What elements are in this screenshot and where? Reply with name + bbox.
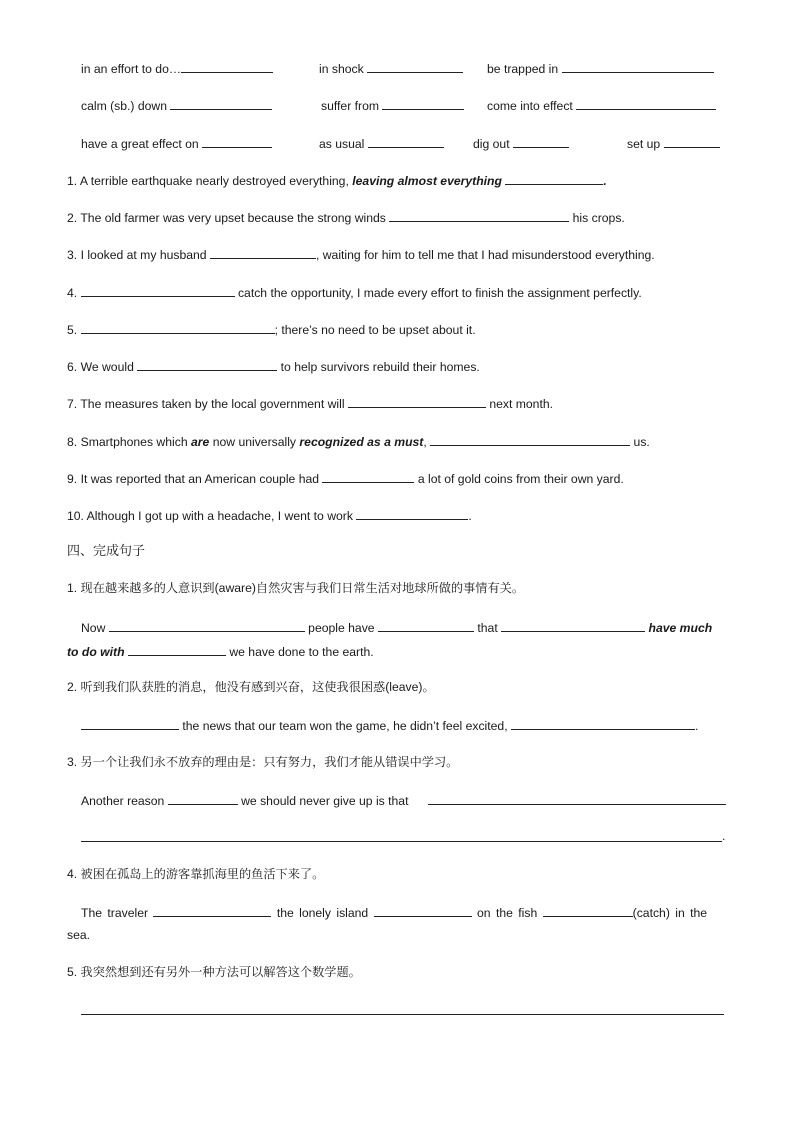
phrase-item xyxy=(627,134,720,152)
answer-blank[interactable] xyxy=(137,357,277,371)
sentence-text: , waiting for him to tell me that I had misunderstood everything. xyxy=(315,248,655,262)
item-number: 3. xyxy=(67,248,78,262)
sentence-4 xyxy=(67,283,642,301)
answer-text: the news that our team won the game, he didn’t feel excited, xyxy=(182,719,508,733)
answer-blank[interactable] xyxy=(428,804,726,805)
sentence-text: us. xyxy=(633,435,650,449)
answer-blank[interactable] xyxy=(367,59,463,73)
sentence-text: I looked at my husband xyxy=(80,248,207,262)
answer-blank[interactable] xyxy=(81,320,275,334)
answer-text: we should never give up is that xyxy=(241,794,409,808)
question-prompt: 5. 我突然想到还有另外一种方法可以解答这个数学题。 xyxy=(67,965,361,979)
answer-text: . xyxy=(694,719,699,733)
sentence-text: , xyxy=(423,435,427,449)
emphasis-text: have much xyxy=(648,621,713,635)
phrase-label: set up xyxy=(627,137,661,151)
phrase-label: have a great effect on xyxy=(81,137,199,151)
phrase-item xyxy=(473,134,569,152)
answer-blank[interactable] xyxy=(181,59,273,73)
phrase-label: in an effort to do… xyxy=(81,62,182,76)
item-number: 7. xyxy=(67,397,78,411)
phrase-item xyxy=(487,59,714,77)
answer-text: Now xyxy=(81,621,106,635)
answer-blank[interactable] xyxy=(168,791,238,805)
answer-blank[interactable] xyxy=(430,432,630,446)
phrase-item xyxy=(81,134,272,152)
section-title: 四、完成句子 xyxy=(67,543,146,558)
item-number: 10. xyxy=(67,509,84,523)
answer-blank[interactable] xyxy=(501,618,645,632)
answer-text: the lonely island xyxy=(276,906,369,920)
answer-blank[interactable] xyxy=(664,134,720,148)
sentence-text: catch the opportunity, I made every effort to finish the assignment perfectly. xyxy=(237,286,642,300)
phrase-item xyxy=(319,59,463,77)
sentence-text: a lot of gold coins from their own yard. xyxy=(417,472,624,486)
answer-text: we have done to the earth. xyxy=(229,645,374,659)
sentence-text: his crops. xyxy=(572,211,625,225)
answer-blank[interactable] xyxy=(513,134,569,148)
sentence-7 xyxy=(67,394,553,412)
answer-text: (catch) in the xyxy=(632,906,708,920)
phrase-item xyxy=(81,59,273,77)
answer-blank[interactable] xyxy=(543,903,633,917)
sentence-text: We would xyxy=(80,360,134,374)
phrase-label: come into effect xyxy=(487,99,573,113)
sentence-5 xyxy=(67,320,476,338)
question-prompt: 4. 被困在孤岛上的游客靠抓海里的鱼活下来了。 xyxy=(67,867,325,881)
sentence-end: . xyxy=(722,829,726,843)
answer-text: Another reason xyxy=(81,794,165,808)
answer-text: that xyxy=(477,621,498,635)
emphasis-text: to do with xyxy=(67,645,125,659)
sentence-text: ; there’s no need to be upset about it. xyxy=(274,323,476,337)
answer-blank[interactable] xyxy=(81,716,179,730)
answer-blank[interactable] xyxy=(170,96,272,110)
question-answer-line xyxy=(67,642,374,660)
answer-blank[interactable] xyxy=(348,394,486,408)
emphasis-text: are xyxy=(191,435,210,449)
sentence-end: . xyxy=(468,509,472,523)
sentence-end: . xyxy=(603,174,607,188)
item-number: 1. xyxy=(67,174,78,188)
question-answer-line xyxy=(81,791,408,809)
sentence-6 xyxy=(67,357,480,375)
sentence-text: The old farmer was very upset because the strong winds xyxy=(80,211,386,225)
question-answer-line xyxy=(81,903,707,921)
answer-text: The traveler xyxy=(81,906,149,920)
sentence-text: now universally xyxy=(212,435,297,449)
phrase-label: be trapped in xyxy=(487,62,559,76)
sentence-text: A terrible earthquake nearly destroyed everything, xyxy=(79,174,349,188)
phrase-label: dig out xyxy=(473,137,510,151)
answer-blank[interactable] xyxy=(576,96,716,110)
item-number: 9. xyxy=(67,472,78,486)
phrase-label: in shock xyxy=(319,62,364,76)
answer-blank[interactable] xyxy=(202,134,272,148)
question-answer-line xyxy=(81,618,712,636)
answer-blank[interactable] xyxy=(374,903,472,917)
item-number: 2. xyxy=(67,211,78,225)
sentence-text: It was reported that an American couple had xyxy=(80,472,320,486)
question-prompt: 2. 听到我们队获胜的消息，他没有感到兴奋，这使我很困惑(leave)。 xyxy=(67,680,435,694)
answer-blank[interactable] xyxy=(378,618,474,632)
emphasis-text: leaving almost everything xyxy=(352,174,502,188)
item-number: 6. xyxy=(67,360,78,374)
sentence-text: to help survivors rebuild their homes. xyxy=(280,360,480,374)
sentence-text: next month. xyxy=(489,397,554,411)
answer-blank[interactable] xyxy=(210,245,316,259)
answer-blank[interactable] xyxy=(109,618,305,632)
phrase-item xyxy=(81,96,272,114)
phrase-label: calm (sb.) down xyxy=(81,99,168,113)
sentence-text: Smartphones which xyxy=(80,435,188,449)
answer-text: people have xyxy=(308,621,375,635)
sentence-10 xyxy=(67,506,472,524)
sentence-text: The measures taken by the local government will xyxy=(80,397,345,411)
sentence-9 xyxy=(67,469,624,487)
item-number: 8. xyxy=(67,435,78,449)
answer-blank[interactable] xyxy=(562,59,714,73)
item-number: 4. xyxy=(67,286,78,300)
answer-blank[interactable] xyxy=(128,642,226,656)
answer-blank[interactable] xyxy=(368,134,444,148)
phrase-label: as usual xyxy=(319,137,365,151)
sentence-8 xyxy=(67,432,650,450)
emphasis-text: recognized as a must xyxy=(299,435,424,449)
answer-blank[interactable] xyxy=(505,171,603,185)
question-prompt: 1. 现在越来越多的人意识到(aware)自然灾害与我们日常生活对地球所做的事情有关。 xyxy=(67,581,525,595)
sentence-1 xyxy=(67,171,607,189)
answer-blank[interactable] xyxy=(356,506,468,520)
question-answer-line xyxy=(81,716,698,734)
sentence-2 xyxy=(67,208,625,226)
answer-blank[interactable] xyxy=(511,716,695,730)
phrase-item xyxy=(319,134,444,152)
phrase-item xyxy=(321,96,464,114)
phrase-item xyxy=(487,96,716,114)
answer-blank[interactable] xyxy=(322,469,414,483)
answer-text: on the fish xyxy=(477,906,538,920)
answer-blank[interactable] xyxy=(81,841,722,842)
answer-blank[interactable] xyxy=(153,903,271,917)
answer-blank[interactable] xyxy=(81,1014,724,1015)
answer-blank[interactable] xyxy=(389,208,569,222)
question-answer-line: sea. xyxy=(67,928,91,942)
answer-blank[interactable] xyxy=(382,96,464,110)
item-number: 5. xyxy=(67,323,78,337)
answer-blank[interactable] xyxy=(81,283,235,297)
sentence-3 xyxy=(67,245,655,263)
phrase-label: suffer from xyxy=(321,99,380,113)
question-prompt: 3. 另一个让我们永不放弃的理由是：只有努力，我们才能从错误中学习。 xyxy=(67,755,459,769)
sentence-text: Although I got up with a headache, I went to work xyxy=(86,509,353,523)
